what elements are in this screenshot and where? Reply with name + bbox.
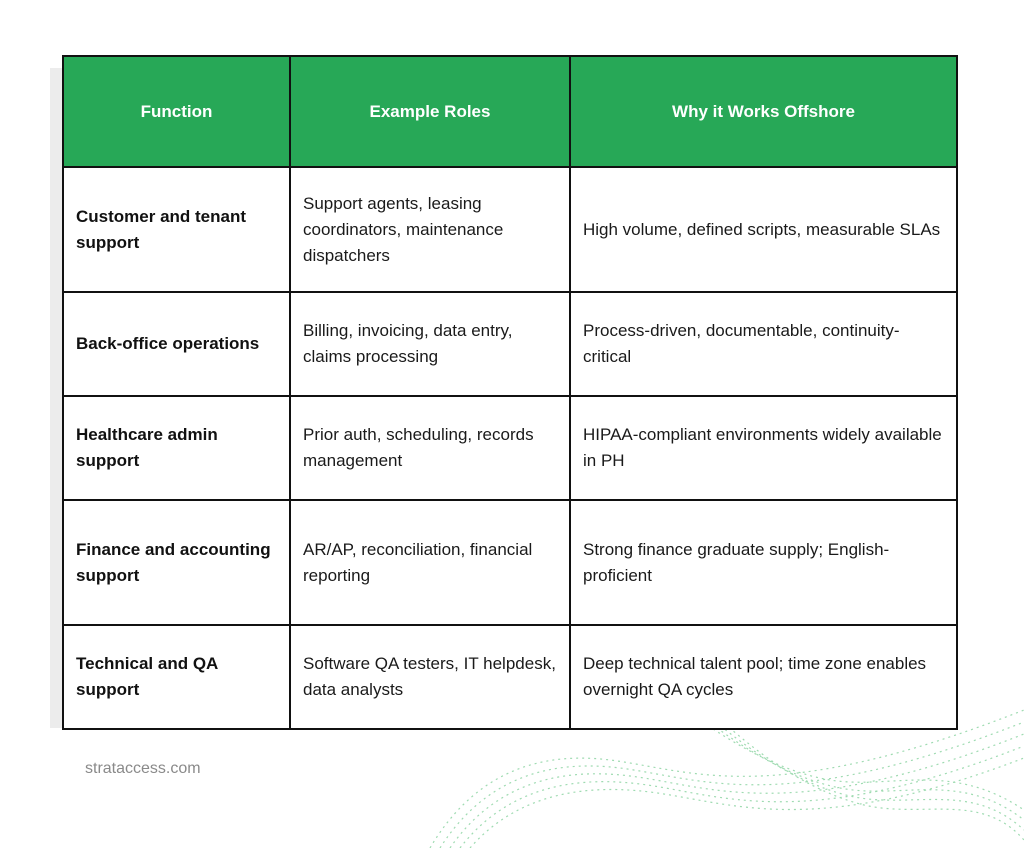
reason-cell: Strong finance graduate supply; English-proficient (570, 500, 957, 625)
reason-cell: High volume, defined scripts, measurable SLAs (570, 167, 957, 292)
table-row (63, 500, 957, 625)
roles-cell: Prior auth, scheduling, records management (290, 396, 570, 500)
roles-cell: Support agents, leasing coordinators, maintenance dispatchers (290, 167, 570, 292)
header-why-offshore: Why it Works Offshore (570, 56, 957, 167)
offshore-functions-table (62, 55, 958, 730)
table-row (63, 167, 957, 292)
function-cell: Finance and accounting support (63, 500, 290, 625)
shadow-strip (50, 68, 62, 728)
header-example-roles: Example Roles (290, 56, 570, 167)
reason-cell: HIPAA-compliant environments widely available in PH (570, 396, 957, 500)
roles-cell: Billing, invoicing, data entry, claims processing (290, 292, 570, 396)
function-cell: Back-office operations (63, 292, 290, 396)
reason-cell: Process-driven, documentable, continuity-critical (570, 292, 957, 396)
function-cell: Healthcare admin support (63, 396, 290, 500)
reason-cell: Deep technical talent pool; time zone enables overnight QA cycles (570, 625, 957, 729)
table-row (63, 396, 957, 500)
function-cell: Customer and tenant support (63, 167, 290, 292)
roles-cell: AR/AP, reconciliation, financial reporting (290, 500, 570, 625)
header-function: Function (63, 56, 290, 167)
table-header-row (63, 56, 957, 167)
table-row (63, 625, 957, 729)
footer-site-url: strataccess.com (85, 760, 201, 777)
function-cell: Technical and QA support (63, 625, 290, 729)
roles-cell: Software QA testers, IT helpdesk, data analysts (290, 625, 570, 729)
table-row (63, 292, 957, 396)
